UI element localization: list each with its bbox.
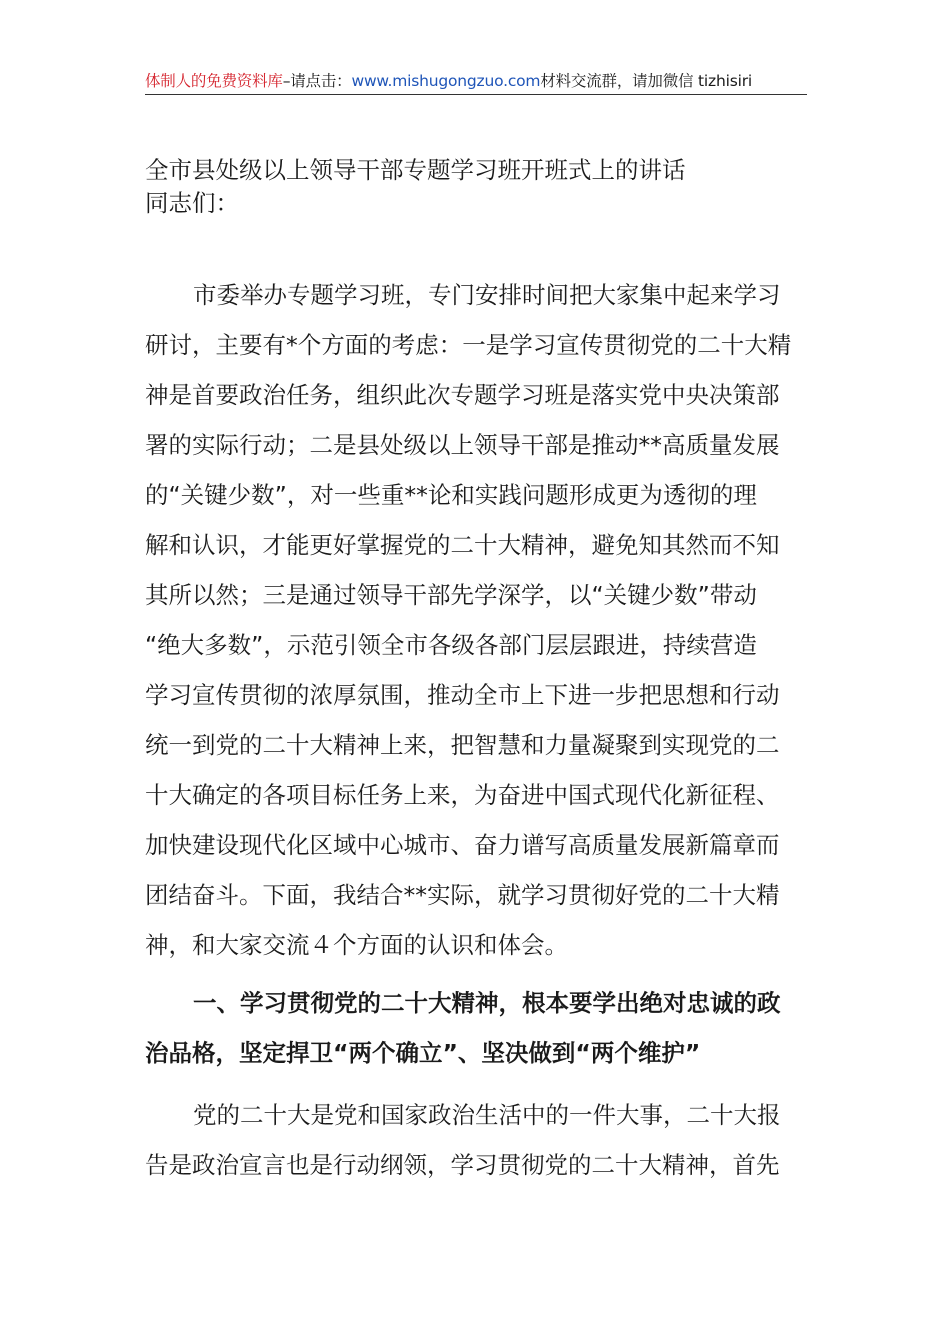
paragraph-line: 市委举办专题学习班，专门安排时间把大家集中起来学习 [193,281,781,309]
header-url-link[interactable]: www.mishugongzuo.com [351,72,541,90]
document-title: 全市县处级以上领导干部专题学习班开班式上的讲话 [145,156,686,184]
paragraph-line: 统一到党的二十大精神上来，把智慧和力量凝聚到实现党的二 [145,731,780,759]
paragraph-line: 其所以然；三是通过领导干部先学深学，以“关键少数”带动 [145,581,757,609]
page-header [145,68,807,95]
paragraph-line: 署的实际行动；二是县处级以上领导干部是推动**高质量发展 [145,431,780,459]
paragraph-line: 神是首要政治任务，组织此次专题学习班是落实党中央决策部 [145,381,780,409]
paragraph-line: 的“关键少数”，对一些重**论和实践问题形成更为透彻的理 [145,481,757,509]
paragraph-line: 神，和大家交流４个方面的认识和体会。 [145,931,568,959]
paragraph-line: 党的二十大是党和国家政治生活中的一件大事，二十大报 [193,1101,781,1129]
heading-line: 治品格，坚定捍卫“两个确立”、坚决做到“两个维护” [145,1039,701,1067]
header-prompt: –请点击： [282,72,352,90]
paragraph-section-1 [145,1090,807,1190]
paragraph-line: 团结奋斗。下面，我结合**实际，就学习贯彻好党的二十大精 [145,881,780,909]
paragraph-intro [145,270,807,970]
paragraph-line: 加快建设现代化区域中心城市、奋力谱写高质量发展新篇章而 [145,831,780,859]
section-heading-1 [145,978,807,1078]
header-suffix: 材料交流群，请加微信 tizhisiri [540,72,752,90]
paragraph-line: 研讨，主要有*个方面的考虑：一是学习宣传贯彻党的二十大精 [145,331,792,359]
heading-line: 一、学习贯彻党的二十大精神，根本要学出绝对忠诚的政 [193,989,781,1017]
header-brand: 体制人的免费资料库 [145,72,283,90]
paragraph-line: 告是政治宣言也是行动纲领，学习贯彻党的二十大精神，首先 [145,1151,780,1179]
salutation: 同志们： [145,189,239,217]
paragraph-line: 学习宣传贯彻的浓厚氛围，推动全市上下进一步把思想和行动 [145,681,780,709]
paragraph-line: 十大确定的各项目标任务上来，为奋进中国式现代化新征程、 [145,781,780,809]
paragraph-line: 解和认识，才能更好掌握党的二十大精神，避免知其然而不知 [145,531,780,559]
paragraph-line: “绝大多数”，示范引领全市各级各部门层层跟进，持续营造 [145,631,757,659]
